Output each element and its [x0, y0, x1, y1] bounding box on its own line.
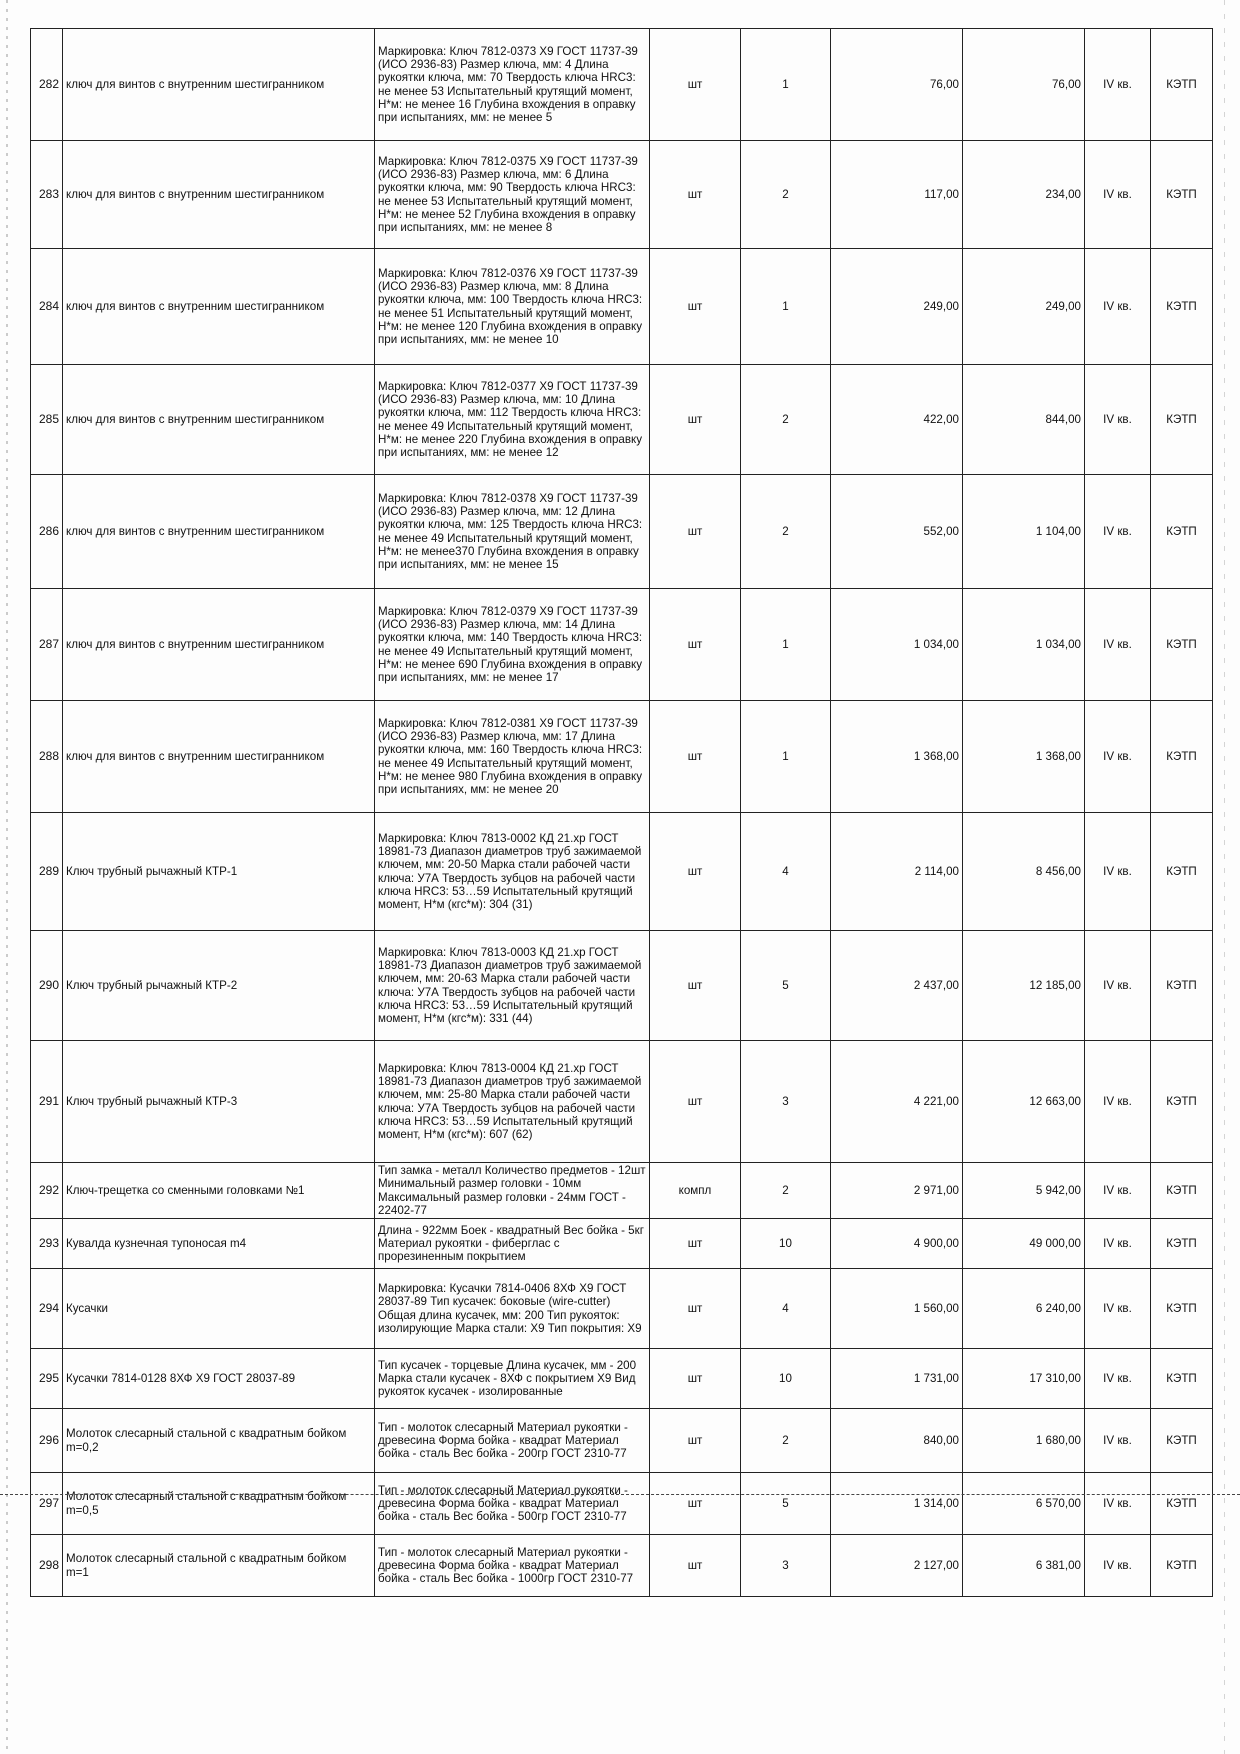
delivery-period-cell: IV кв. — [1085, 1535, 1151, 1597]
row-number: 288 — [31, 701, 63, 813]
table-row — [31, 365, 1213, 475]
organization-cell: КЭТП — [1151, 1041, 1213, 1163]
delivery-period-cell: IV кв. — [1085, 589, 1151, 701]
total-sum-cell: 6 570,00 — [963, 1473, 1085, 1535]
unit-cell: шт — [650, 475, 741, 589]
organization-cell: КЭТП — [1151, 1535, 1213, 1597]
item-name: Кусачки — [63, 1269, 375, 1349]
row-number: 294 — [31, 1269, 63, 1349]
unit-price-cell: 552,00 — [831, 475, 963, 589]
quantity-cell: 4 — [741, 1269, 831, 1349]
row-number: 287 — [31, 589, 63, 701]
table-row — [31, 475, 1213, 589]
table-row — [31, 813, 1213, 931]
unit-cell: шт — [650, 1219, 741, 1269]
quantity-cell: 10 — [741, 1349, 831, 1409]
item-description: Тип - молоток слесарный Материал рукоятки - древесина Форма бойка - квадрат Материал бойка - сталь Вес бойка - 1000гр ГОСТ 2310-77 — [375, 1535, 650, 1597]
total-sum-cell: 234,00 — [963, 141, 1085, 249]
organization-cell: КЭТП — [1151, 589, 1213, 701]
item-name: Молоток слесарный стальной с квадратным бойком m=0,2 — [63, 1409, 375, 1473]
organization-cell: КЭТП — [1151, 813, 1213, 931]
row-number: 283 — [31, 141, 63, 249]
row-number: 292 — [31, 1163, 63, 1219]
item-name: ключ для винтов с внутренним шестигранником — [63, 365, 375, 475]
total-sum-cell: 1 034,00 — [963, 589, 1085, 701]
unit-cell: шт — [650, 29, 741, 141]
scan-edge-right — [1224, 0, 1225, 1754]
unit-cell: шт — [650, 141, 741, 249]
unit-price-cell: 1 731,00 — [831, 1349, 963, 1409]
organization-cell: КЭТП — [1151, 1473, 1213, 1535]
total-sum-cell: 5 942,00 — [963, 1163, 1085, 1219]
unit-cell: шт — [650, 931, 741, 1041]
organization-cell: КЭТП — [1151, 931, 1213, 1041]
item-description: Маркировка: Ключ 7812-0379 Х9 ГОСТ 11737-39 (ИСО 2936-83) Размер ключа, мм: 14 Длина рукоятки ключа, мм: 140 Твердость ключа HRC3: не менее 49 Испытательный крутящий момент, Н*м: не менее 690 Глубина вхождения в оправку при испытаниях, мм: не менее 17 — [375, 589, 650, 701]
table-row — [31, 931, 1213, 1041]
item-name: Ключ трубный рычажный КТР-1 — [63, 813, 375, 931]
unit-cell: компл — [650, 1163, 741, 1219]
total-sum-cell: 1 104,00 — [963, 475, 1085, 589]
delivery-period-cell: IV кв. — [1085, 1349, 1151, 1409]
scan-edge-left — [6, 0, 8, 1754]
unit-price-cell: 76,00 — [831, 29, 963, 141]
unit-price-cell: 1 560,00 — [831, 1269, 963, 1349]
total-sum-cell: 6 240,00 — [963, 1269, 1085, 1349]
item-name: Ключ трубный рычажный КТР-3 — [63, 1041, 375, 1163]
quantity-cell: 2 — [741, 141, 831, 249]
delivery-period-cell: IV кв. — [1085, 1041, 1151, 1163]
organization-cell: КЭТП — [1151, 701, 1213, 813]
total-sum-cell: 17 310,00 — [963, 1349, 1085, 1409]
organization-cell: КЭТП — [1151, 1219, 1213, 1269]
unit-price-cell: 840,00 — [831, 1409, 963, 1473]
unit-cell: шт — [650, 1041, 741, 1163]
item-description: Маркировка: Ключ 7813-0002 КД 21.хр ГОСТ 18981-73 Диапазон диаметров труб зажимаемой ключем, мм: 20-50 Марка стали рабочей части ключа: У7А Твердость зубцов на рабочей части ключа HRC3: 53…59 Испытательный крутящий момент, Н*м (кгс*м): 304 (31) — [375, 813, 650, 931]
total-sum-cell: 76,00 — [963, 29, 1085, 141]
delivery-period-cell: IV кв. — [1085, 365, 1151, 475]
unit-cell: шт — [650, 1349, 741, 1409]
row-number: 295 — [31, 1349, 63, 1409]
item-name: Молоток слесарный стальной с квадратным бойком m=1 — [63, 1535, 375, 1597]
item-description: Тип - молоток слесарный Материал рукоятки - древесина Форма бойка - квадрат Материал бойка - сталь Вес бойка - 500гр ГОСТ 2310-77 — [375, 1473, 650, 1535]
delivery-period-cell: IV кв. — [1085, 29, 1151, 141]
quantity-cell: 1 — [741, 249, 831, 365]
unit-price-cell: 422,00 — [831, 365, 963, 475]
table-row — [31, 141, 1213, 249]
item-name: ключ для винтов с внутренним шестигранником — [63, 701, 375, 813]
unit-cell: шт — [650, 813, 741, 931]
unit-price-cell: 1 368,00 — [831, 701, 963, 813]
total-sum-cell: 49 000,00 — [963, 1219, 1085, 1269]
delivery-period-cell: IV кв. — [1085, 141, 1151, 249]
unit-cell: шт — [650, 365, 741, 475]
quantity-cell: 1 — [741, 589, 831, 701]
quantity-cell: 2 — [741, 365, 831, 475]
organization-cell: КЭТП — [1151, 475, 1213, 589]
total-sum-cell: 12 663,00 — [963, 1041, 1085, 1163]
unit-price-cell: 117,00 — [831, 141, 963, 249]
item-name: Ключ-трещетка со сменными головками №1 — [63, 1163, 375, 1219]
unit-cell: шт — [650, 701, 741, 813]
delivery-period-cell: IV кв. — [1085, 813, 1151, 931]
item-description: Длина - 922мм Боек - квадратный Вес бойка - 5кг Материал рукоятки - фиберглас с прорезиненным покрытием — [375, 1219, 650, 1269]
item-description: Тип - молоток слесарный Материал рукоятки - древесина Форма бойка - квадрат Материал бойка - сталь Вес бойка - 200гр ГОСТ 2310-77 — [375, 1409, 650, 1473]
item-name: Кусачки 7814-0128 8ХФ Х9 ГОСТ 28037-89 — [63, 1349, 375, 1409]
delivery-period-cell: IV кв. — [1085, 701, 1151, 813]
table-row — [31, 1473, 1213, 1535]
unit-cell: шт — [650, 1409, 741, 1473]
quantity-cell: 2 — [741, 1163, 831, 1219]
unit-price-cell: 2 437,00 — [831, 931, 963, 1041]
item-description: Маркировка: Кусачки 7814-0406 8ХФ Х9 ГОСТ 28037-89 Тип кусачек: боковые (wire-cutter) Общая длина кусачек, мм: 200 Тип рукояток: изолирующие Марка стали: Х9 Тип покрытия: Х9 — [375, 1269, 650, 1349]
item-name: ключ для винтов с внутренним шестигранником — [63, 141, 375, 249]
table-row — [31, 1163, 1213, 1219]
row-number: 285 — [31, 365, 63, 475]
delivery-period-cell: IV кв. — [1085, 475, 1151, 589]
quantity-cell: 2 — [741, 1409, 831, 1473]
quantity-cell: 1 — [741, 29, 831, 141]
delivery-period-cell: IV кв. — [1085, 249, 1151, 365]
item-name: Кувалда кузнечная тупоносая m4 — [63, 1219, 375, 1269]
table-body — [31, 29, 1213, 1597]
total-sum-cell: 1 680,00 — [963, 1409, 1085, 1473]
delivery-period-cell: IV кв. — [1085, 1409, 1151, 1473]
total-sum-cell: 12 185,00 — [963, 931, 1085, 1041]
table-row — [31, 249, 1213, 365]
quantity-cell: 2 — [741, 475, 831, 589]
unit-price-cell: 1 034,00 — [831, 589, 963, 701]
quantity-cell: 1 — [741, 701, 831, 813]
organization-cell: КЭТП — [1151, 1269, 1213, 1349]
row-number: 284 — [31, 249, 63, 365]
item-description: Тип замка - металл Количество предметов - 12шт Минимальный размер головки - 10мм Максимальный размер головки - 24мм ГОСТ - 22402-77 — [375, 1163, 650, 1219]
organization-cell: КЭТП — [1151, 365, 1213, 475]
row-number: 297 — [31, 1473, 63, 1535]
total-sum-cell: 1 368,00 — [963, 701, 1085, 813]
table-row — [31, 589, 1213, 701]
quantity-cell: 3 — [741, 1041, 831, 1163]
organization-cell: КЭТП — [1151, 1409, 1213, 1473]
table-row — [31, 1409, 1213, 1473]
table-row — [31, 1219, 1213, 1269]
table-row — [31, 1269, 1213, 1349]
unit-price-cell: 2 127,00 — [831, 1535, 963, 1597]
item-name: ключ для винтов с внутренним шестигранником — [63, 475, 375, 589]
total-sum-cell: 8 456,00 — [963, 813, 1085, 931]
row-number: 291 — [31, 1041, 63, 1163]
organization-cell: КЭТП — [1151, 249, 1213, 365]
item-description: Маркировка: Ключ 7813-0003 КД 21.хр ГОСТ 18981-73 Диапазон диаметров труб зажимаемой ключем, мм: 20-63 Марка стали рабочей части ключа: У7А Твердость зубцов на рабочей части ключа HRC3: 53…59 Испытательный крутящий момент, Н*м (кгс*м): 331 (44) — [375, 931, 650, 1041]
quantity-cell: 5 — [741, 931, 831, 1041]
table-row — [31, 29, 1213, 141]
row-number: 282 — [31, 29, 63, 141]
delivery-period-cell: IV кв. — [1085, 1163, 1151, 1219]
item-description: Маркировка: Ключ 7813-0004 КД 21.хр ГОСТ 18981-73 Диапазон диаметров труб зажимаемой ключем, мм: 25-80 Марка стали рабочей части ключа: У7А Твердость зубцов на рабочей части ключа HRC3: 53…59 Испытательный крутящий момент, Н*м (кгс*м): 607 (62) — [375, 1041, 650, 1163]
specification-table — [30, 28, 1213, 1597]
item-description: Маркировка: Ключ 7812-0376 Х9 ГОСТ 11737-39 (ИСО 2936-83) Размер ключа, мм: 8 Длина рукоятки ключа, мм: 100 Твердость ключа HRC3: не менее 51 Испытательный крутящий момент, Н*м: не менее 120 Глубина вхождения в оправку при испытаниях, мм: не менее 10 — [375, 249, 650, 365]
unit-price-cell: 2 114,00 — [831, 813, 963, 931]
item-name: ключ для винтов с внутренним шестигранником — [63, 249, 375, 365]
row-number: 293 — [31, 1219, 63, 1269]
row-number: 289 — [31, 813, 63, 931]
unit-price-cell: 4 900,00 — [831, 1219, 963, 1269]
row-number: 290 — [31, 931, 63, 1041]
row-number: 298 — [31, 1535, 63, 1597]
delivery-period-cell: IV кв. — [1085, 931, 1151, 1041]
quantity-cell: 5 — [741, 1473, 831, 1535]
item-description: Маркировка: Ключ 7812-0373 Х9 ГОСТ 11737-39 (ИСО 2936-83) Размер ключа, мм: 4 Длина рукоятки ключа, мм: 70 Твердость ключа HRC3: не менее 53 Испытательный крутящий момент, Н*м: не менее 16 Глубина вхождения в оправку при испытаниях, мм: не менее 5 — [375, 29, 650, 141]
unit-price-cell: 2 971,00 — [831, 1163, 963, 1219]
unit-cell: шт — [650, 1535, 741, 1597]
delivery-period-cell: IV кв. — [1085, 1219, 1151, 1269]
item-description: Маркировка: Ключ 7812-0378 Х9 ГОСТ 11737-39 (ИСО 2936-83) Размер ключа, мм: 12 Длина рукоятки ключа, мм: 125 Твердость ключа HRC3: не менее 49 Испытательный крутящий момент, Н*м: не менее370 Глубина вхождения в оправку при испытаниях, мм: не менее 15 — [375, 475, 650, 589]
row-number: 296 — [31, 1409, 63, 1473]
table-row — [31, 1535, 1213, 1597]
item-description: Маркировка: Ключ 7812-0375 Х9 ГОСТ 11737-39 (ИСО 2936-83) Размер ключа, мм: 6 Длина рукоятки ключа, мм: 90 Твердость ключа HRC3: не менее 53 Испытательный крутящий момент, Н*м: не менее 52 Глубина вхождения в оправку при испытаниях, мм: не менее 8 — [375, 141, 650, 249]
unit-cell: шт — [650, 589, 741, 701]
table-row — [31, 1041, 1213, 1163]
unit-price-cell: 4 221,00 — [831, 1041, 963, 1163]
item-description: Маркировка: Ключ 7812-0377 Х9 ГОСТ 11737-39 (ИСО 2936-83) Размер ключа, мм: 10 Длина рукоятки ключа, мм: 112 Твердость ключа HRC3: не менее 49 Испытательный крутящий момент, Н*м: не менее 220 Глубина вхождения в оправку при испытаниях, мм: не менее 12 — [375, 365, 650, 475]
delivery-period-cell: IV кв. — [1085, 1269, 1151, 1349]
quantity-cell: 3 — [741, 1535, 831, 1597]
item-name: Молоток слесарный стальной с квадратным бойком m=0,5 — [63, 1473, 375, 1535]
item-description: Маркировка: Ключ 7812-0381 Х9 ГОСТ 11737-39 (ИСО 2936-83) Размер ключа, мм: 17 Длина рукоятки ключа, мм: 160 Твердость ключа HRC3: не менее 49 Испытательный крутящий момент, Н*м: не менее 980 Глубина вхождения в оправку при испытаниях, мм: не менее 20 — [375, 701, 650, 813]
quantity-cell: 4 — [741, 813, 831, 931]
item-name: ключ для винтов с внутренним шестигранником — [63, 589, 375, 701]
total-sum-cell: 844,00 — [963, 365, 1085, 475]
table-row — [31, 1349, 1213, 1409]
total-sum-cell: 249,00 — [963, 249, 1085, 365]
quantity-cell: 10 — [741, 1219, 831, 1269]
organization-cell: КЭТП — [1151, 141, 1213, 249]
unit-cell: шт — [650, 1473, 741, 1535]
row-number: 286 — [31, 475, 63, 589]
unit-price-cell: 1 314,00 — [831, 1473, 963, 1535]
unit-price-cell: 249,00 — [831, 249, 963, 365]
organization-cell: КЭТП — [1151, 29, 1213, 141]
organization-cell: КЭТП — [1151, 1163, 1213, 1219]
cut-line — [0, 1494, 1240, 1495]
item-name: ключ для винтов с внутренним шестигранником — [63, 29, 375, 141]
delivery-period-cell: IV кв. — [1085, 1473, 1151, 1535]
table-row — [31, 701, 1213, 813]
total-sum-cell: 6 381,00 — [963, 1535, 1085, 1597]
item-description: Тип кусачек - торцевые Длина кусачек, мм - 200 Марка стали кусачек - 8ХФ с покрытием Х9 Вид рукояток кусачек - изолированные — [375, 1349, 650, 1409]
unit-cell: шт — [650, 1269, 741, 1349]
unit-cell: шт — [650, 249, 741, 365]
item-name: Ключ трубный рычажный КТР-2 — [63, 931, 375, 1041]
organization-cell: КЭТП — [1151, 1349, 1213, 1409]
